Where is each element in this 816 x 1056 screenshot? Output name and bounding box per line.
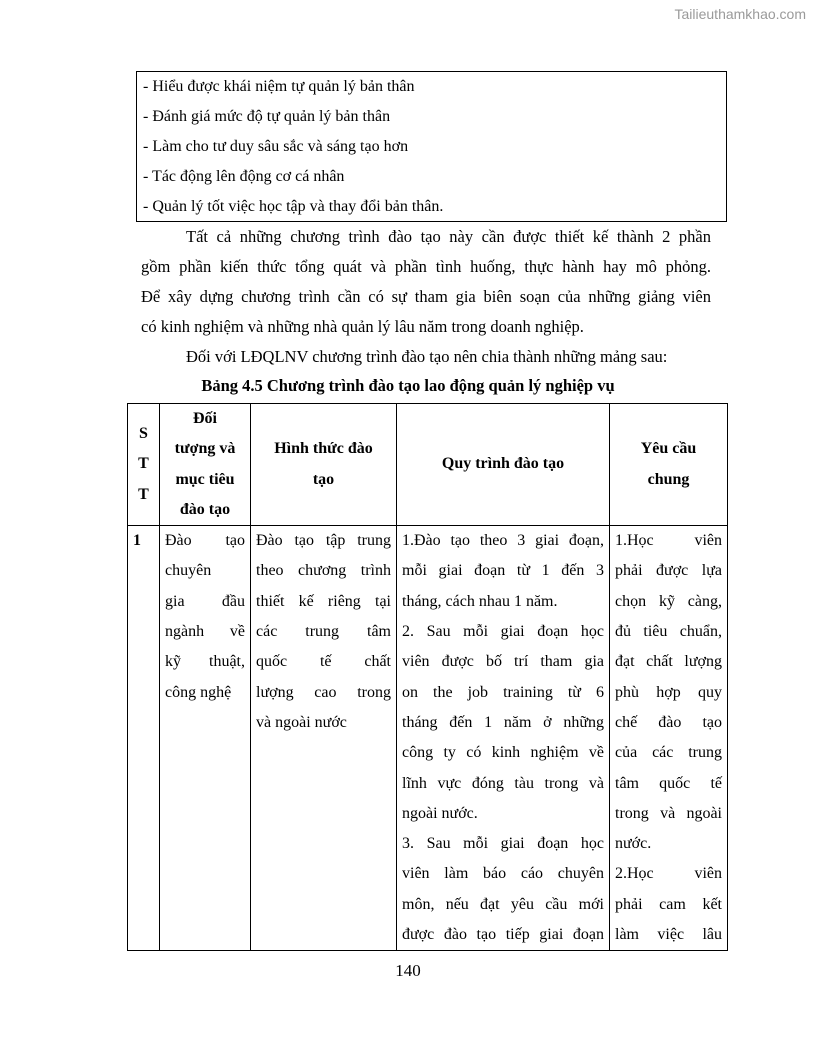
cell-line: làm việc lâu	[615, 926, 722, 944]
page-number: 140	[395, 961, 421, 980]
cell-line: ngoài nước.	[402, 804, 478, 822]
cell-line: tháng đến 1 năm ở những	[402, 713, 604, 731]
cell-line: theo chương trình	[256, 562, 391, 580]
cell-line: 2.Học viên	[615, 865, 722, 883]
paragraph-line: Tất cả những chương trình đào tạo này cần được thiết kế thành 2 phần	[186, 227, 711, 246]
cell-line: công ty có kinh nghiệm về	[402, 744, 604, 762]
cell-line: phải được lựa	[615, 562, 722, 580]
header-line: tạo	[312, 470, 335, 488]
header-line: S	[139, 425, 148, 443]
header-line: Yêu cầu	[640, 440, 697, 458]
cell-line: on the job training từ 6	[402, 683, 604, 701]
table-caption: Bảng 4.5 Chương trình đào tạo lao động quản lý nghiệp vụ	[201, 376, 615, 395]
paragraph-line: có kinh nghiệm và những nhà quản lý lâu năm trong doanh nghiệp.	[141, 317, 584, 336]
training-table	[127, 403, 728, 951]
header-line: T	[138, 485, 149, 503]
header-doi-tuong	[160, 404, 251, 526]
header-quy-trinh: Quy trình đào tạo	[397, 404, 610, 526]
cell-line: quốc tế chất	[256, 653, 391, 671]
cell-line: được đào tạo tiếp giai đoạn	[402, 926, 604, 944]
cell-line: công nghệ	[165, 683, 232, 701]
cell-doi-tuong	[160, 526, 251, 951]
table-header-row	[128, 404, 728, 526]
cell-line: tháng, cách nhau 1 năm.	[402, 592, 558, 610]
cell-line: trong và ngoài	[615, 804, 722, 822]
header-hinh-thuc	[251, 404, 397, 526]
cell-line: đủ tiêu chuẩn,	[615, 623, 722, 641]
cell-line: môn, nếu đạt yêu cầu mới	[402, 895, 604, 913]
cell-line: lượng cao trong	[256, 683, 391, 701]
cell-line: thiết kế riêng tại	[256, 592, 391, 610]
cell-line: chế đào tạo	[615, 713, 722, 731]
box-item: - Làm cho tư duy sâu sắc và sáng tạo hơn	[143, 138, 409, 155]
header-line: Hình thức đào	[274, 440, 373, 458]
header-stt	[128, 404, 160, 526]
cell-line: Đào tạo	[165, 532, 245, 550]
cell-line: nước.	[615, 835, 652, 853]
box-item: - Đánh giá mức độ tự quản lý bản thân	[143, 108, 391, 125]
objectives-box	[136, 71, 727, 222]
cell-line: chọn kỹ càng,	[615, 592, 722, 610]
cell-line: tâm quốc tế	[615, 774, 722, 792]
cell-line: phải cam kết	[615, 895, 722, 913]
header-line: T	[138, 455, 149, 473]
cell-line: đạt chất lượng	[615, 653, 722, 671]
cell-line: các trung tâm	[256, 623, 391, 641]
paragraph-2	[141, 342, 711, 372]
table-row	[128, 526, 728, 951]
header-yeu-cau	[610, 404, 728, 526]
cell-line: chuyên	[165, 562, 212, 580]
cell-line: 2. Sau mỗi giai đoạn học	[402, 623, 604, 641]
watermark: Tailieuthamkhao.com	[674, 6, 806, 22]
cell-line: kỹ thuật,	[165, 653, 245, 671]
cell-line: 1.Đào tạo theo 3 giai đoạn,	[402, 532, 604, 550]
cell-stt: 1	[128, 526, 160, 951]
box-item: - Hiểu được khái niệm tự quản lý bản thân	[143, 78, 415, 95]
cell-line: và ngoài nước	[256, 713, 347, 731]
header-line: Đối	[193, 410, 217, 427]
cell-line: của các trung	[615, 744, 722, 762]
cell-line: gia đầu	[165, 592, 245, 610]
header-line: chung	[647, 470, 690, 488]
cell-line: 3. Sau mỗi giai đoạn học	[402, 835, 604, 853]
cell-hinh-thuc	[251, 526, 397, 951]
cell-line: phù hợp quy	[615, 683, 722, 701]
cell-line: viên được bố trí tham gia	[402, 653, 604, 671]
paragraph-1	[141, 222, 711, 342]
paragraph-line: gồm phần kiến thức tổng quát và phần tình huống, thực hành hay mô phỏng.	[141, 257, 711, 276]
cell-line: ngành về	[165, 623, 245, 641]
box-item: - Quản lý tốt việc học tập và thay đổi bản thân.	[143, 198, 444, 215]
cell-quy-trinh	[397, 526, 610, 951]
header-line: tượng và	[174, 440, 236, 458]
paragraph-line: Đối với LĐQLNV chương trình đào tạo nên chia thành những mảng sau:	[186, 347, 668, 366]
cell-line: viên làm báo cáo chuyên	[402, 865, 604, 883]
box-item: - Tác động lên động cơ cá nhân	[143, 168, 345, 185]
header-line: mục tiêu	[175, 470, 235, 488]
header-line: đào tạo	[179, 500, 231, 518]
cell-line: mỗi giai đoạn từ 1 đến 3	[402, 562, 604, 580]
cell-line: 1.Học viên	[615, 532, 722, 550]
cell-line: lĩnh vực đóng tàu trong và	[402, 774, 604, 792]
paragraph-line: Để xây dựng chương trình cần có sự tham gia biên soạn của những giảng viên	[141, 287, 711, 306]
cell-yeu-cau	[610, 526, 728, 951]
cell-line: Đào tạo tập trung	[256, 532, 391, 550]
